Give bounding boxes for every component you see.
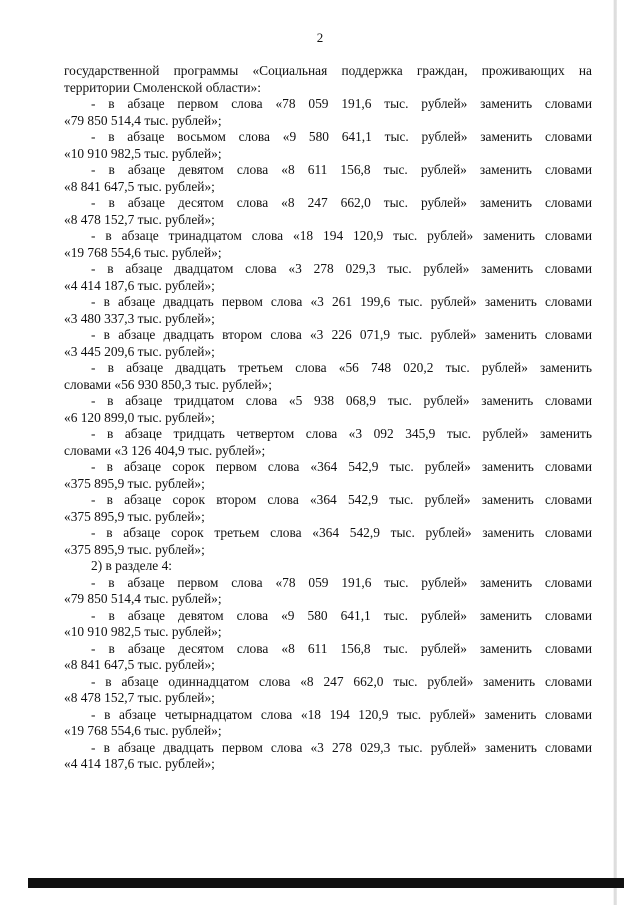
paragraph-line-first: - в абзаце двадцать третьем слова «56 748 020,2 тыс. рублей» заменить (91, 360, 592, 375)
paragraph-line-continuation: территории Смоленской области»: (64, 79, 261, 95)
paragraph-line-continuation: «3 445 209,6 тыс. рублей»; (64, 343, 215, 359)
paragraph-line-continuation: «19 768 554,6 тыс. рублей»; (64, 723, 222, 738)
paragraph-line-continuation: «3 480 337,3 тыс. рублей»; (64, 310, 215, 326)
paragraph-line-first: 2) в разделе 4: (91, 558, 173, 573)
paragraph-line-continuation: словами «3 126 404,9 тыс. рублей»; (64, 442, 266, 458)
paragraph-line-first: - в абзаце девятом слова «9 580 641,1 тыс. рублей» заменить словами (91, 607, 592, 623)
paragraph-line-first: - в абзаце тридцатом слова «5 938 068,9 тыс. рублей» заменить словами (91, 393, 592, 408)
paragraph-line-first: - в абзаце двадцать первом слова «3 278 029,3 тыс. рублей» заменить словами (91, 739, 592, 755)
page-number: 2 (316, 30, 324, 45)
paragraph-line-continuation: «4 414 187,6 тыс. рублей»; (64, 756, 215, 771)
paragraph-line-continuation: «8 478 152,7 тыс. рублей»; (64, 690, 215, 705)
scan-right-edge (613, 0, 617, 905)
paragraph-line-first: - в абзаце двадцать втором слова «3 226 071,9 тыс. рублей» заменить словами (91, 327, 592, 342)
paragraph-line-first: - в абзаце десятом слова «8 247 662,0 тыс. рублей» заменить словами (91, 195, 592, 210)
paragraph-line-continuation: «6 120 899,0 тыс. рублей»; (64, 409, 215, 425)
paragraph-line-first: - в абзаце сорок втором слова «364 542,9 тыс. рублей» заменить словами (91, 492, 592, 507)
paragraph-line-continuation: «375 895,9 тыс. рублей»; (64, 541, 205, 557)
paragraph-line-first: - в абзаце двадцатом слова «3 278 029,3 тыс. рублей» заменить словами (91, 261, 592, 276)
paragraph-line-continuation: «8 841 647,5 тыс. рублей»; (64, 657, 215, 672)
paragraph-line-continuation: «8 841 647,5 тыс. рублей»; (64, 178, 215, 194)
document-body (64, 63, 592, 773)
paragraph-line-continuation: «10 910 982,5 тыс. рублей»; (64, 624, 222, 639)
paragraph-line-continuation: «375 895,9 тыс. рублей»; (64, 475, 205, 491)
paragraph-line-first: - в абзаце двадцать первом слова «3 261 199,6 тыс. рублей» заменить словами (91, 294, 592, 309)
scan-bottom-band (28, 878, 624, 888)
paragraph-line-continuation: «79 850 514,4 тыс. рублей»; (64, 112, 222, 128)
paragraph-line-continuation: «19 768 554,6 тыс. рублей»; (64, 244, 222, 260)
paragraph-line-first: - в абзаце первом слова «78 059 191,6 тыс. рублей» заменить словами (91, 96, 592, 111)
paragraph-line-first: - в абзаце четырнадцатом слова «18 194 120,9 тыс. рублей» заменить словами (91, 706, 592, 722)
paragraph-line-continuation: «79 850 514,4 тыс. рублей»; (64, 591, 222, 606)
paragraph-line-first: - в абзаце сорок первом слова «364 542,9 тыс. рублей» заменить словами (91, 459, 592, 474)
paragraph-line-first: - в абзаце восьмом слова «9 580 641,1 тыс. рублей» заменить словами (91, 129, 592, 144)
paragraph-line-continuation: «375 895,9 тыс. рублей»; (64, 508, 205, 524)
paragraph-line-first: - в абзаце сорок третьем слова «364 542,9 тыс. рублей» заменить словами (91, 525, 592, 540)
paragraph-line-continuation: «8 478 152,7 тыс. рублей»; (64, 211, 215, 227)
paragraph-line-continuation: «4 414 187,6 тыс. рублей»; (64, 277, 215, 293)
paragraph-line-first: - в абзаце одиннадцатом слова «8 247 662,0 тыс. рублей» заменить словами (91, 673, 592, 689)
paragraph-line-continuation: словами «56 930 850,3 тыс. рублей»; (64, 376, 272, 392)
paragraph-line-first: - в абзаце тридцать четвертом слова «3 092 345,9 тыс. рублей» заменить (91, 426, 592, 441)
paragraph-line-first: - в абзаце десятом слова «8 611 156,8 тыс. рублей» заменить словами (91, 640, 592, 656)
paragraph-line-first: - в абзаце девятом слова «8 611 156,8 тыс. рублей» заменить словами (91, 162, 592, 177)
paragraph-line-first: - в абзаце тринадцатом слова «18 194 120,9 тыс. рублей» заменить словами (91, 228, 592, 243)
paragraph-line-first: - в абзаце первом слова «78 059 191,6 тыс. рублей» заменить словами (91, 574, 592, 590)
paragraph-line-first: государственной программы «Социальная поддержка граждан, проживающих на (64, 63, 592, 78)
paragraph-line-continuation: «10 910 982,5 тыс. рублей»; (64, 145, 222, 161)
